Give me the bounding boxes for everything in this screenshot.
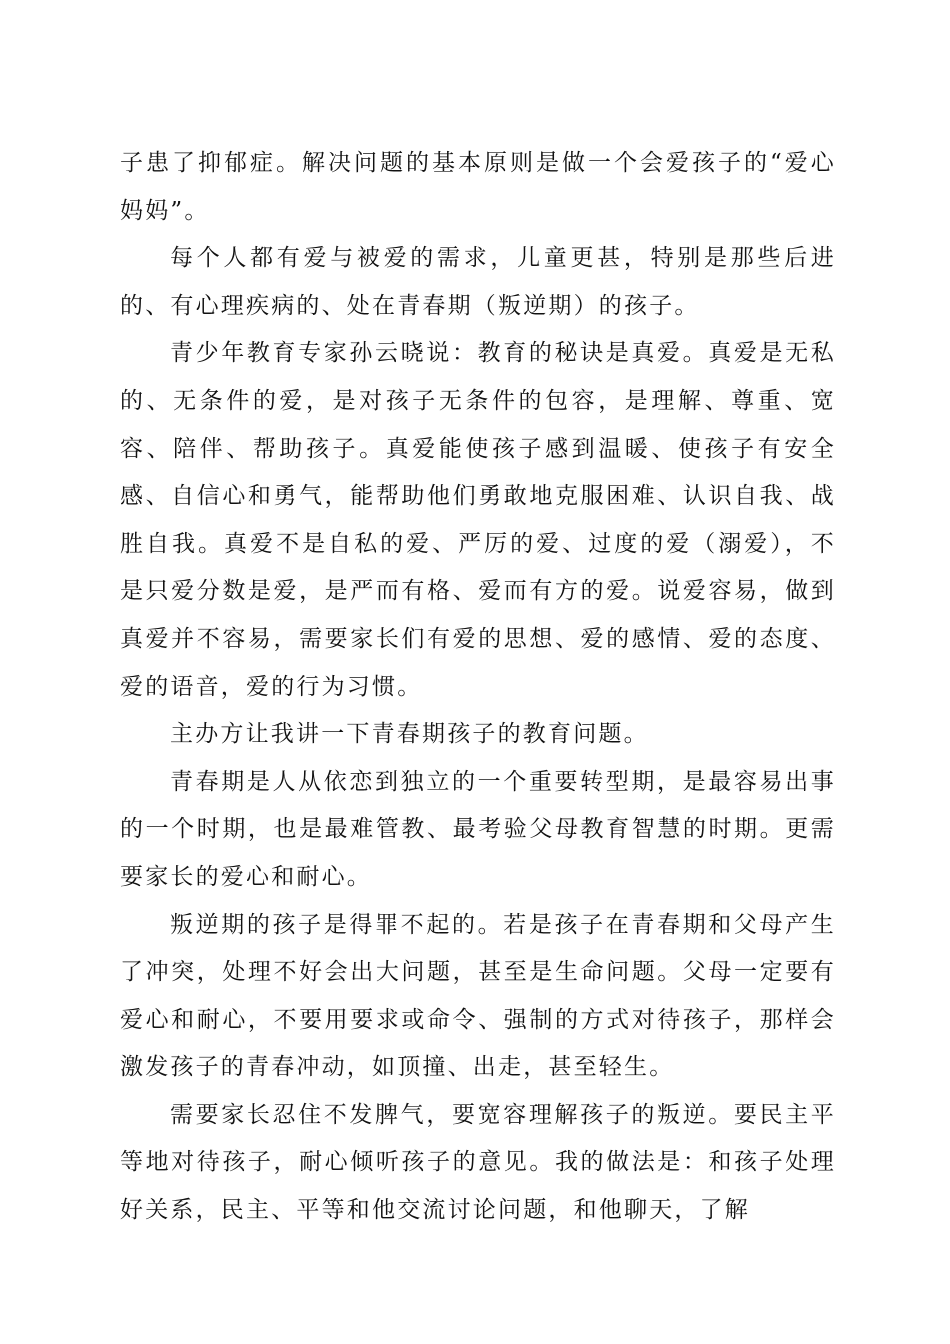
paragraph-1: 子患了抑郁症。解决问题的基本原则是做一个会爱孩子的“爱心妈妈”。 (120, 150, 836, 224)
document-body (120, 140, 836, 1235)
paragraph-3: 青少年教育专家孙云晓说：教育的秘诀是真爱。真爱是无私的、无条件的爱，是对孩子无条件的包容，是理解、尊重、宽容、陪伴、帮助孩子。真爱能使孩子感到温暖、使孩子有安全感、自信心和勇气，能帮助他们勇敢地克服困难、认识自我、战胜自我。真爱不是自私的爱、严厉的爱、过度的爱（溺爱），不是只爱分数是爱，是严而有格、爱而有方的爱。说爱容易，做到真爱并不容易，需要家长们有爱的思想、爱的感情、爱的态度、爱的语音，爱的行为习惯。 (120, 340, 836, 700)
paragraph-6: 叛逆期的孩子是得罪不起的。若是孩子在青春期和父母产生了冲突，处理不好会出大问题，甚至是生命问题。父母一定要有爱心和耐心，不要用要求或命令、强制的方式对待孩子，那样会激发孩子的青春冲动，如顶撞、出走，甚至轻生。 (120, 911, 836, 1081)
paragraph-2: 每个人都有爱与被爱的需求，儿童更甚，特别是那些后进的、有心理疾病的、处在青春期（叛逆期）的孩子。 (120, 245, 836, 319)
paragraph-7: 需要家长忍住不发脾气，要宽容理解孩子的叛逆。要民主平等地对待孩子，耐心倾听孩子的意见。我的做法是：和孩子处理好关系，民主、平等和他交流讨论问题，和他聊天，了解 (120, 1101, 836, 1224)
paragraph-5: 青春期是人从依恋到独立的一个重要转型期，是最容易出事的一个时期，也是最难管教、最考验父母教育智慧的时期。更需要家长的爱心和耐心。 (120, 768, 836, 890)
paragraph-4: 主办方让我讲一下青春期孩子的教育问题。 (170, 721, 649, 748)
